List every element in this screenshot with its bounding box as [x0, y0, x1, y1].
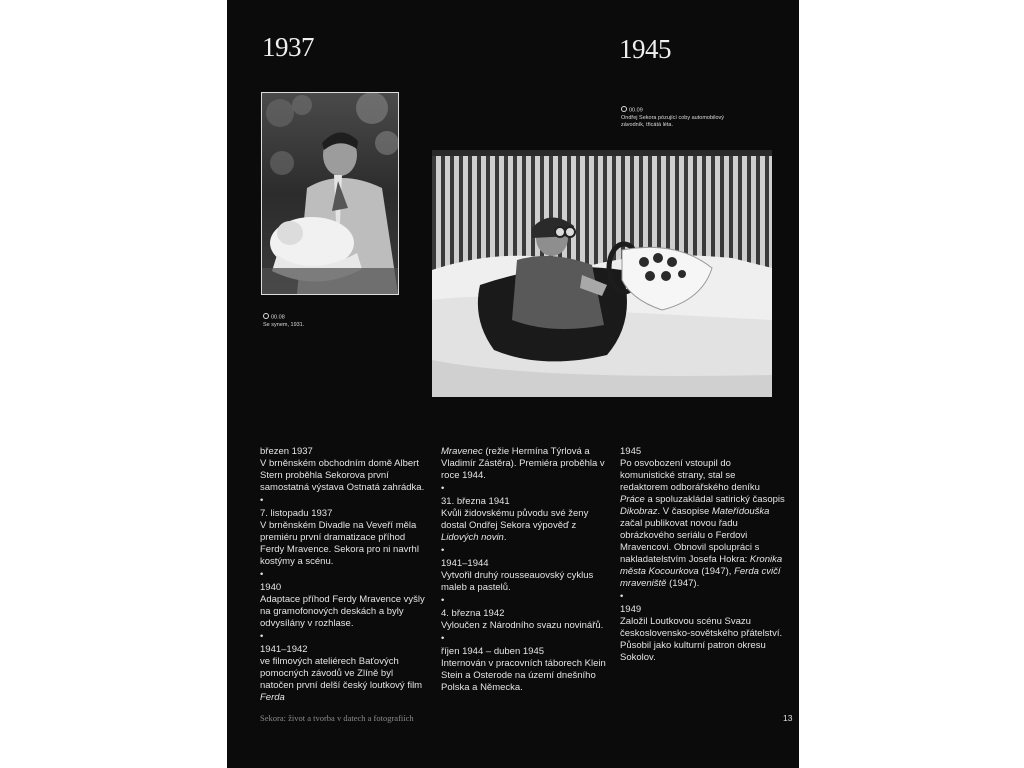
- event-text: Adaptace příhod Ferdy Mravence vyšly na gramofonových deskách a byly odvysílány v rozhlase.: [260, 594, 425, 629]
- event-date: říjen 1944 – duben 1945: [441, 646, 545, 657]
- event-text: ve filmových ateliérech Baťových pomocných závodů ve Zlíně byl natočen první delší český loutkový film Ferda: [260, 656, 423, 703]
- event-date: březen 1937: [260, 446, 313, 457]
- event-text: Kvůli židovskému původu své ženy dostal Ondřej Sekora výpověď z Lidových novin.: [441, 508, 589, 543]
- film-title: Ferda: [260, 692, 285, 703]
- caption-text: Se synem, 1931.: [263, 321, 305, 328]
- bullet: •: [260, 569, 264, 580]
- caption-code: 00.09: [629, 107, 643, 114]
- photo-father-with-son: [261, 92, 399, 295]
- event-text: Internován v pracovních táborech Klein Stein a Osterode na území dnešního Polska a Německa.: [441, 658, 606, 693]
- event-date: 1940: [260, 582, 282, 593]
- circle-icon: [263, 313, 269, 319]
- event-date: 4. března 1942: [441, 608, 505, 619]
- bullet: •: [441, 545, 445, 556]
- page-number: 13: [783, 713, 793, 723]
- photo-caption-1: [263, 313, 383, 329]
- event-text: Po osvobození vstoupil do komunistické strany, stal se redaktorem odborářského deníku Práce a spoluzakládal satirický časopis Dikobraz. V časopise Mateřídouška začal publikovat novou řadu obrázkového seriálu o Ferdovi Mravencovi. Obnovil spolupráci s nakladatelstvím Josefa Hokra: Kronika města Kocourkova (1947), Ferda cvičí mraveniště (1947).: [620, 458, 785, 589]
- event-text: V brněnském obchodním domě Albert Stern proběhla Sekorova první samostatná výstava Ostnatá zahrádka.: [260, 458, 425, 493]
- event-text: Založil Loutkovou scénu Svazu československo-sovětského přátelství. Působil jako kulturní patron okresu Sokolov.: [620, 616, 783, 663]
- event-date: 1949: [620, 604, 642, 615]
- photo-race-car-driver: [432, 150, 772, 397]
- bullet: •: [620, 591, 624, 602]
- bullet: •: [441, 483, 445, 494]
- timeline-column-1: [260, 446, 426, 704]
- photo-caption-2: [621, 106, 741, 129]
- timeline-column-3: [620, 446, 786, 664]
- newspaper-title: Lidových novin: [441, 532, 504, 543]
- event-text: Vyloučen z Národního svazu novinářů.: [441, 620, 604, 631]
- year-heading-1945: 1945: [619, 34, 671, 64]
- bullet: •: [260, 631, 264, 642]
- caption-code: 00.08: [271, 314, 285, 321]
- running-footer: Sekora: život a tvorba v datech a fotografiích: [260, 713, 414, 723]
- bullet: •: [441, 595, 445, 606]
- event-date: 7. listopadu 1937: [260, 508, 333, 519]
- event-date: 1941–1944: [441, 558, 489, 569]
- year-heading-1937: 1937: [262, 32, 314, 62]
- event-date: 1941–1942: [260, 644, 308, 655]
- event-text: Vytvořil druhý rousseauovský cyklus maleb a pastelů.: [441, 570, 594, 593]
- circle-icon: [621, 106, 627, 112]
- bullet: •: [441, 633, 445, 644]
- film-title: Mravenec: [441, 446, 483, 457]
- event-text: V brněnském Divadle na Veveří měla premiéru první dramatizace příhod Ferdy Mravence. Sekora pro ni navrhl kostýmy a scénu.: [260, 520, 419, 567]
- event-text: Mravenec (režie Hermína Týrlová a Vladimír Zástěra). Premiéra proběhla v roce 1944.: [441, 446, 605, 481]
- book-page: [227, 0, 799, 768]
- bullet: •: [260, 495, 264, 506]
- event-date: 1945: [620, 446, 642, 457]
- caption-text: Ondřej Sekora pózující coby automobilový závodník, třicátá léta.: [621, 114, 725, 128]
- timeline-column-2: [441, 446, 607, 694]
- event-date: 31. března 1941: [441, 496, 510, 507]
